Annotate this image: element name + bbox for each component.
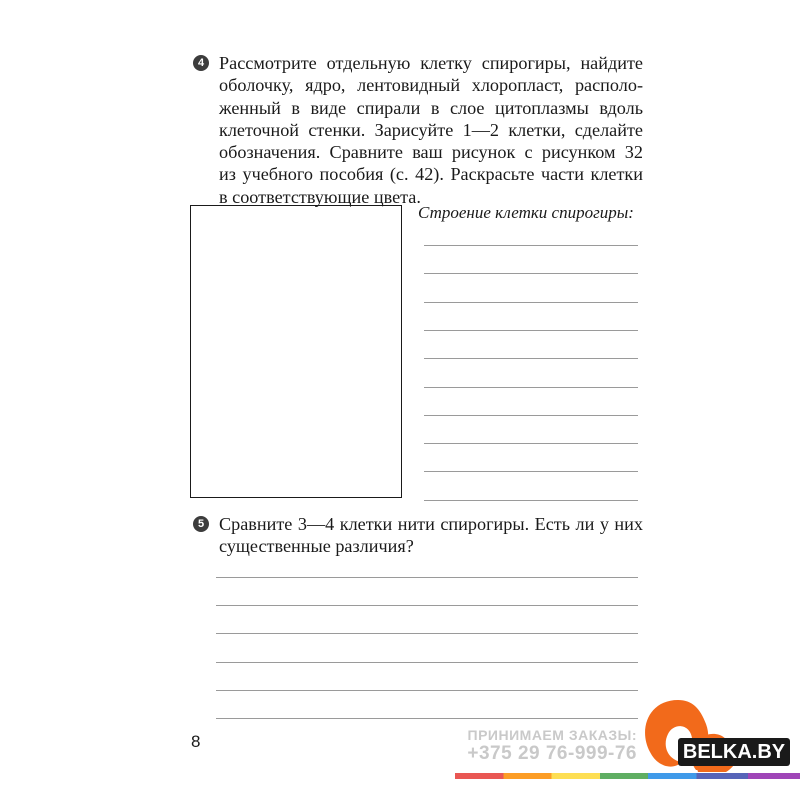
task-5-text <box>219 513 643 558</box>
logo-wordmark: BELKA.BY <box>678 738 790 766</box>
task-number-badge: 5 <box>193 516 209 532</box>
task-4-line: женный в виде спирали в слое цитоплазмы вдоль <box>219 97 643 118</box>
page-number: 8 <box>191 732 201 751</box>
task-4-line: обозначения. Сравните ваш рисунок с рисунком 32 <box>219 142 643 163</box>
answer-line[interactable] <box>424 387 638 388</box>
answer-line[interactable] <box>216 662 638 663</box>
answer-line[interactable] <box>424 273 638 274</box>
answer-line[interactable] <box>216 605 638 606</box>
answer-line[interactable] <box>216 718 638 719</box>
task-4-line: клеточной стенки. Зарисуйте 1—2 клетки, сделайте <box>219 119 643 140</box>
drawing-caption: Строение клетки спирогиры: <box>418 203 634 222</box>
task-4 <box>193 52 643 208</box>
answer-line[interactable] <box>424 443 638 444</box>
answer-line[interactable] <box>424 415 638 416</box>
task-4-line: Рассмотрите отдельную клетку спирогиры, найдите <box>219 53 643 73</box>
watermark-phone: +375 29 76-999-76 <box>467 743 637 764</box>
answer-line[interactable] <box>216 577 638 578</box>
task-4-line: в соответствующие цвета. <box>219 186 421 207</box>
task-4-line: из учебного пособия (с. 42). Раскрасьте части клетки <box>219 164 643 185</box>
watermark-order-label: ПРИНИМАЕМ ЗАКАЗЫ: <box>467 727 637 743</box>
answer-line[interactable] <box>424 302 638 303</box>
answer-line[interactable] <box>424 500 638 501</box>
drawing-box[interactable] <box>190 205 402 498</box>
task-number-badge: 4 <box>193 55 209 71</box>
answer-line[interactable] <box>424 245 638 246</box>
task-5 <box>193 513 643 558</box>
task-4-text <box>219 52 643 208</box>
answer-line[interactable] <box>424 358 638 359</box>
task-5-line: Сравните 3—4 клетки нити спирогиры. Есть ли у них <box>219 514 643 534</box>
answer-line[interactable] <box>424 330 638 331</box>
task-4-line: оболочку, ядро, лентовидный хлоропласт, располо- <box>219 75 643 96</box>
answer-line[interactable] <box>424 471 638 472</box>
task-5-line: существенные различия? <box>219 536 414 557</box>
answer-line[interactable] <box>216 633 638 634</box>
watermark-text <box>452 727 637 765</box>
answer-line[interactable] <box>216 690 638 691</box>
